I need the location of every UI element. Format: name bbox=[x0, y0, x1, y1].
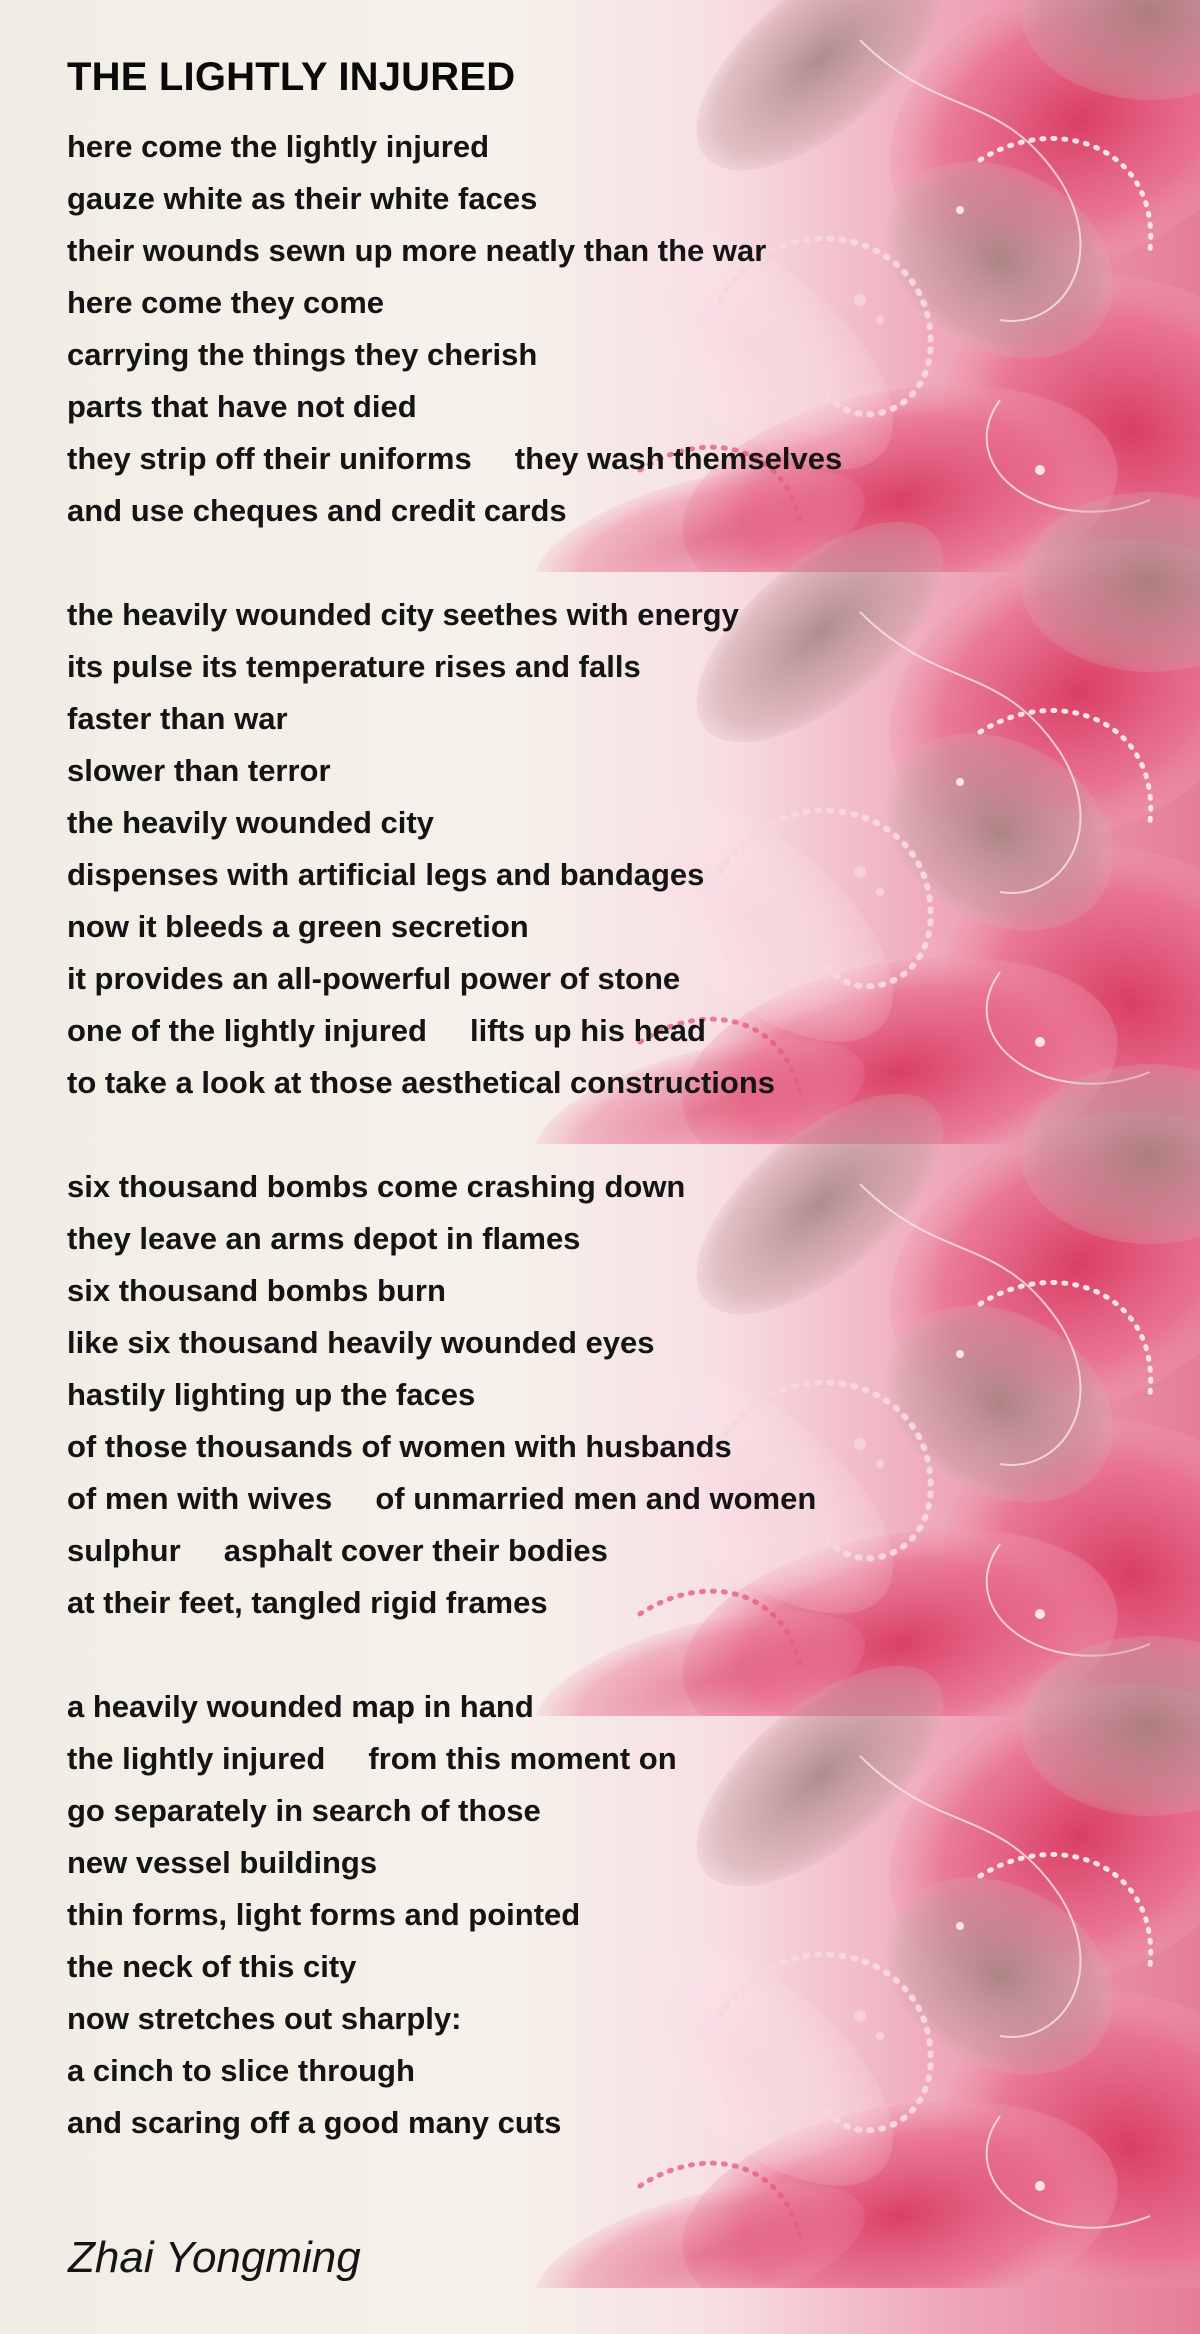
poem-line: it provides an all-powerful power of stone bbox=[67, 961, 681, 996]
poem-line: and use cheques and credit cards bbox=[67, 493, 567, 528]
poem-line: six thousand bombs come crashing down bbox=[67, 1169, 686, 1204]
poem-line: go separately in search of those bbox=[67, 1793, 541, 1828]
poem-line: parts that have not died bbox=[67, 389, 417, 424]
poem-line: sulphur asphalt cover their bodies bbox=[67, 1533, 608, 1568]
poem-line: to take a look at those aesthetical constructions bbox=[67, 1065, 776, 1100]
stanza-break bbox=[67, 537, 1127, 589]
poem-line: they strip off their uniforms they wash themselves bbox=[67, 441, 843, 476]
poem-line: faster than war bbox=[67, 701, 288, 736]
poem-line: thin forms, light forms and pointed bbox=[67, 1897, 581, 1932]
poem-line: here come they come bbox=[67, 285, 385, 320]
poem-line: the lightly injured from this moment on bbox=[67, 1741, 677, 1776]
stanza-4 bbox=[67, 1681, 1127, 2149]
poem-body bbox=[67, 48, 1127, 2149]
poem-line: slower than terror bbox=[67, 753, 331, 788]
poem-line: now stretches out sharply: bbox=[67, 2001, 462, 2036]
stanza-3 bbox=[67, 1161, 1127, 1629]
stanza-break bbox=[67, 1109, 1127, 1161]
poem-line: their wounds sewn up more neatly than the war bbox=[67, 233, 767, 268]
poem-line: its pulse its temperature rises and falls bbox=[67, 649, 641, 684]
poem-line: the heavily wounded city seethes with energy bbox=[67, 597, 739, 632]
poem-line: the neck of this city bbox=[67, 1949, 357, 1984]
poem-line: a heavily wounded map in hand bbox=[67, 1689, 534, 1724]
poem-line: one of the lightly injured lifts up his head bbox=[67, 1013, 706, 1048]
poem-line: here come the lightly injured bbox=[67, 129, 490, 164]
poem-line: now it bleeds a green secretion bbox=[67, 909, 529, 944]
poem-line: carrying the things they cherish bbox=[67, 337, 538, 372]
poem-line: of those thousands of women with husbands bbox=[67, 1429, 732, 1464]
poem-line: of men with wives of unmarried men and women bbox=[67, 1481, 817, 1516]
poem-line: like six thousand heavily wounded eyes bbox=[67, 1325, 655, 1360]
poem-line: at their feet, tangled rigid frames bbox=[67, 1585, 548, 1620]
poem-author: Zhai Yongming bbox=[68, 2233, 361, 2282]
poem-line: a cinch to slice through bbox=[67, 2053, 415, 2088]
poem-line: new vessel buildings bbox=[67, 1845, 378, 1880]
poem-line: and scaring off a good many cuts bbox=[67, 2105, 562, 2140]
poem-title: THE LIGHTLY INJURED bbox=[67, 55, 516, 99]
poem-line: hastily lighting up the faces bbox=[67, 1377, 476, 1412]
poem-line: they leave an arms depot in flames bbox=[67, 1221, 581, 1256]
poem-line: six thousand bombs burn bbox=[67, 1273, 446, 1308]
stanza-1 bbox=[67, 121, 1127, 537]
poem-line: the heavily wounded city bbox=[67, 805, 434, 840]
stanza-2 bbox=[67, 589, 1127, 1109]
poem-line: dispenses with artificial legs and bandages bbox=[67, 857, 705, 892]
poem-line: gauze white as their white faces bbox=[67, 181, 538, 216]
stanza-break bbox=[67, 1629, 1127, 1681]
